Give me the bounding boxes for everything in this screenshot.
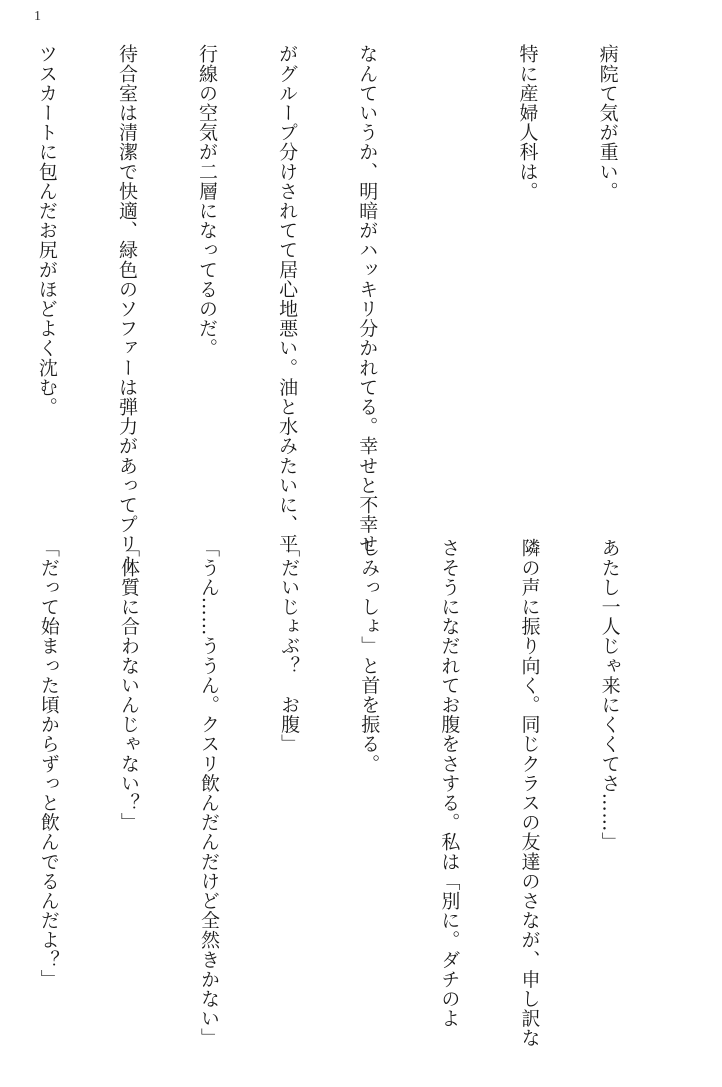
text-line: がグループ分けされてて居心地悪い。油と水みたいに、平 — [276, 44, 299, 554]
text-line: あたし一人じゃ来にくくてさ……」 — [598, 538, 621, 852]
text-line: 「うん……ううん。クスリ飲んだんだけど全然きかない」 — [198, 538, 221, 1048]
text-line: なんていうか、明暗がハッキリ分かれてる。幸せと不幸せ — [356, 44, 379, 554]
text-line: 「体質に合わないんじゃない？」 — [117, 538, 140, 832]
text-line: 「だいじょぶ？ お腹」 — [278, 538, 301, 754]
page-number: 1 — [34, 9, 41, 24]
text-line: 病院て気が重い。 — [596, 44, 619, 201]
text-block-top — [35, 44, 674, 574]
text-line-blank — [434, 44, 461, 474]
text-line: ツスカートに包んだお尻がほどよく沈む。 — [35, 44, 58, 417]
text-line: 特に産婦人科は。 — [516, 44, 539, 201]
text-line: 行線の空気が二層になってるのだ。 — [196, 44, 219, 358]
text-block-bottom — [37, 538, 676, 1048]
text-line: 隣の声に振り向く。同じクラスの友達のさなが、申し訳な — [518, 538, 541, 1048]
text-line: しみっしょ」と首を振る。 — [358, 538, 381, 774]
text-line: 待合室は清潔で快適、緑色のソファーは弾力があってプリー — [115, 44, 138, 574]
text-line: 「だって始まった頃からずっと飲んでるんだよ？」 — [37, 538, 60, 989]
text-line: さそうになだれてお腹をさする。私は「別に。ダチのよ — [438, 538, 461, 1028]
